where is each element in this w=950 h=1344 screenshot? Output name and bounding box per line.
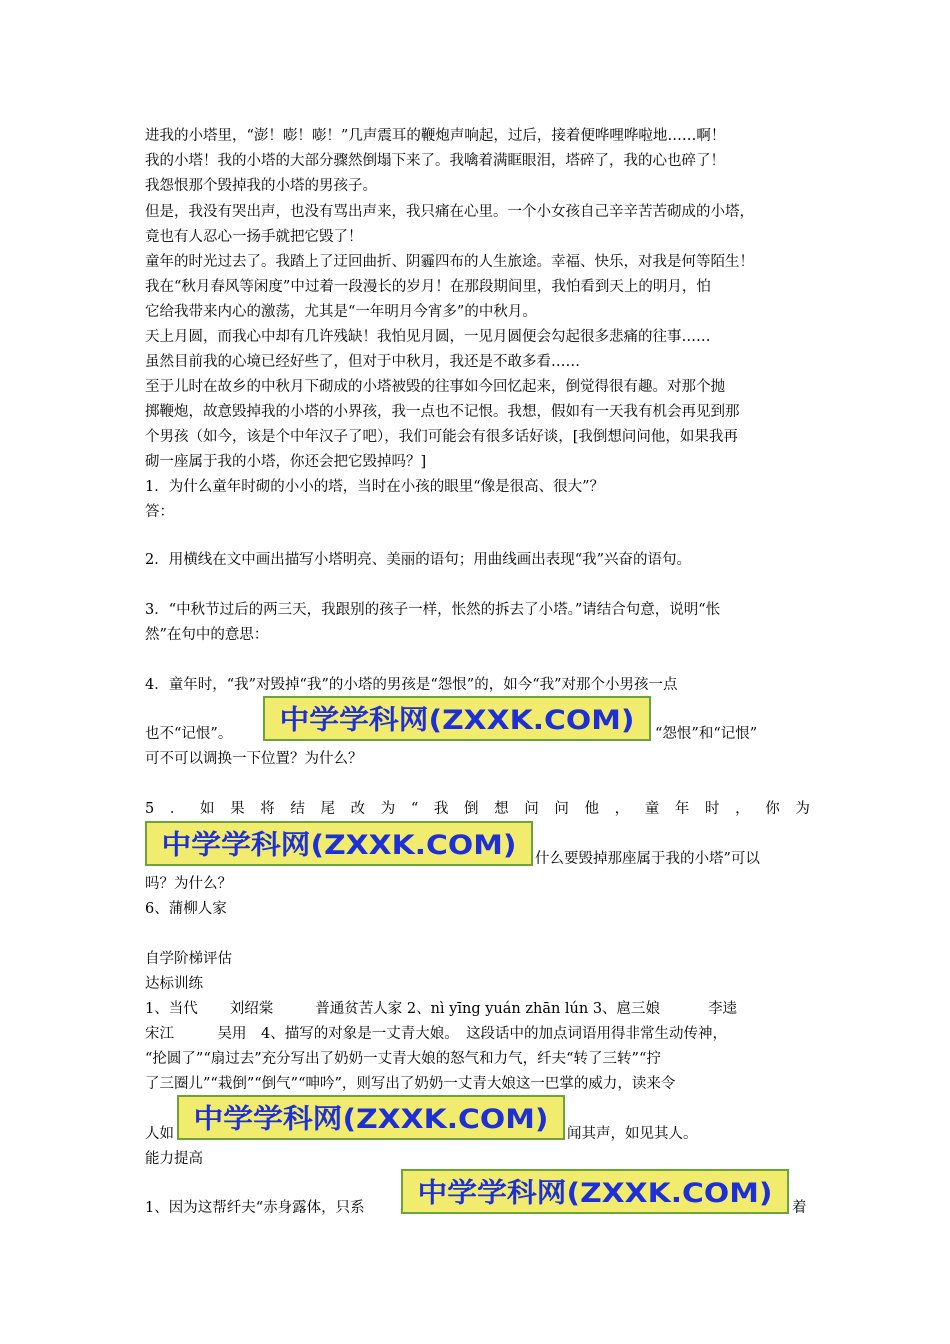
question-1: 1．为什么童年时砌的小小的塔，当时在小孩的眼里“像是很高、很大”？ xyxy=(145,479,605,495)
question-4-post: “怨恨”和“记恨” xyxy=(655,726,758,742)
question-2: 2．用横线在文中画出描写小塔明亮、美丽的语句；用曲线画出表现“我”兴奋的语句。 xyxy=(145,552,692,568)
paragraph-line: 我怨恨那个毁掉我的小塔的男孩子。 xyxy=(145,178,377,194)
question-4-line-1: 4．童年时，“我”对毁掉“我”的小塔的男孩是“怨恨”的，如今“我”对那个小男孩一点 xyxy=(145,677,678,693)
question-5-line-1: 5 ． 如 果 将 结 尾 改 为 “ 我 倒 想 问 问 他 ， 童 年 时 ， 你 为 xyxy=(145,801,810,817)
heading-standard-training: 达标训练 xyxy=(145,976,203,992)
paragraph-line: 虽然目前我的心境已经好些了，但对于中秋月，我还是不敢多看…… xyxy=(145,354,580,370)
ability-line-1-post: 着 xyxy=(792,1200,807,1216)
ability-line-1-pre: 1、因为这帮纤夫“赤身露体，只系 xyxy=(145,1200,365,1216)
answer-label: 答： xyxy=(145,504,174,520)
paragraph-line: 我的小塔！我的小塔的大部分骤然倒塌下来了。我噙着满眶眼泪，塔碎了，我的心也碎了！ xyxy=(145,153,725,169)
answer-line-5-pre: 人如 xyxy=(145,1126,174,1142)
paragraph-line: 进我的小塔里，“澎！嘭！嘭！”几声震耳的鞭炮声响起，过后，接着便哗哩哗啦地……啊！ xyxy=(145,128,726,144)
paragraph-line: 它给我带来内心的激荡，尤其是“一年明月今宵多”的中秋月。 xyxy=(145,304,537,320)
paragraph-line: 天上月圆，而我心中却有几许残缺！我怕见月圆，一见月圆便会勾起很多悲痛的往事…… xyxy=(145,329,711,345)
watermark-logo xyxy=(263,696,651,741)
watermark-logo xyxy=(401,1169,789,1214)
paragraph-line: 掷鞭炮，故意毁掉我的小塔的小界孩，我一点也不记恨。我想，假如有一天我有机会再见到那 xyxy=(145,404,740,420)
paragraph-line: 砌一座属于我的小塔，你还会把它毁掉吗？] xyxy=(145,454,427,470)
heading-ability: 能力提高 xyxy=(145,1151,203,1167)
question-5-line-3: 吗？为什么？ xyxy=(145,876,232,892)
answer-line-1: 1、当代 刘绍棠 普通贫苦人家 2、nì yīng yuán zhān lún 3、扈三娘 李逵 xyxy=(145,1001,738,1017)
paragraph-line: 童年的时光过去了。我踏上了迂回曲折、阴霾四布的人生旅途。幸福、快乐，对我是何等陌生！ xyxy=(145,254,754,270)
watermark-logo-graphic xyxy=(405,1172,785,1212)
watermark-logo-graphic xyxy=(149,824,529,864)
svg-text:中学学科网(ZXXK.COM): 中学学科网(ZXXK.COM) xyxy=(417,1177,773,1209)
watermark-logo-graphic xyxy=(267,699,647,739)
question-3-line-2: 然”在句中的意思： xyxy=(145,627,269,643)
question-5-post: 什么要毁掉那座属于我的小塔”可以 xyxy=(535,851,760,867)
heading-self-study: 自学阶梯评估 xyxy=(145,951,232,967)
paragraph-line: 至于儿时在故乡的中秋月下砌成的小塔被毁的往事如今回忆起来，倒觉得很有趣。对那个抛 xyxy=(145,379,725,395)
answer-line-5-post: 闻其声，如见其人。 xyxy=(567,1126,698,1142)
section-title: 6、蒲柳人家 xyxy=(145,901,227,917)
watermark-logo-graphic xyxy=(181,1098,561,1138)
svg-text:中学学科网(ZXXK.COM): 中学学科网(ZXXK.COM) xyxy=(279,704,635,736)
svg-text:中学学科网(ZXXK.COM): 中学学科网(ZXXK.COM) xyxy=(161,829,517,861)
question-4-pre: 也不“记恨”。 xyxy=(145,726,233,742)
question-3-line-1: 3．“中秋节过后的两三天，我跟别的孩子一样，怅然的拆去了小塔。”请结合句意，说明“怅 xyxy=(145,602,721,618)
question-4-line-3: 可不可以调换一下位置？为什么？ xyxy=(145,751,363,767)
paragraph-line: 个男孩（如今，该是个中年汉子了吧），我们可能会有很多话好谈，[我倒想问问他，如果我再 xyxy=(145,429,738,445)
watermark-logo xyxy=(177,1095,565,1140)
paragraph-line: 竟也有人忍心一扬手就把它毁了！ xyxy=(145,229,363,245)
answer-line-3: “抡圆了”“扇过去”充分写出了奶奶一丈青大娘的怒气和力气，纤夫“转了三转”“拧 xyxy=(145,1051,661,1067)
watermark-logo xyxy=(145,821,533,866)
paragraph-line: 但是，我没有哭出声，也没有骂出声来，我只痛在心里。一个小女孩自己辛辛苦苦砌成的小塔， xyxy=(145,204,754,220)
paragraph-line: 我在“秋月春风等闲度”中过着一段漫长的岁月！在那段期间里，我怕看到天上的明月，怕 xyxy=(145,279,711,295)
answer-line-2: 宋江 吴用 4、描写的对象是一丈青大娘。 这段话中的加点词语用得非常生动传神， xyxy=(145,1026,727,1042)
svg-text:中学学科网(ZXXK.COM): 中学学科网(ZXXK.COM) xyxy=(193,1103,549,1135)
answer-line-4: 了三圈儿”“栽倒”“倒气”“呻吟”，则写出了奶奶一丈青大娘这一巴掌的威力，读来令 xyxy=(145,1076,676,1092)
